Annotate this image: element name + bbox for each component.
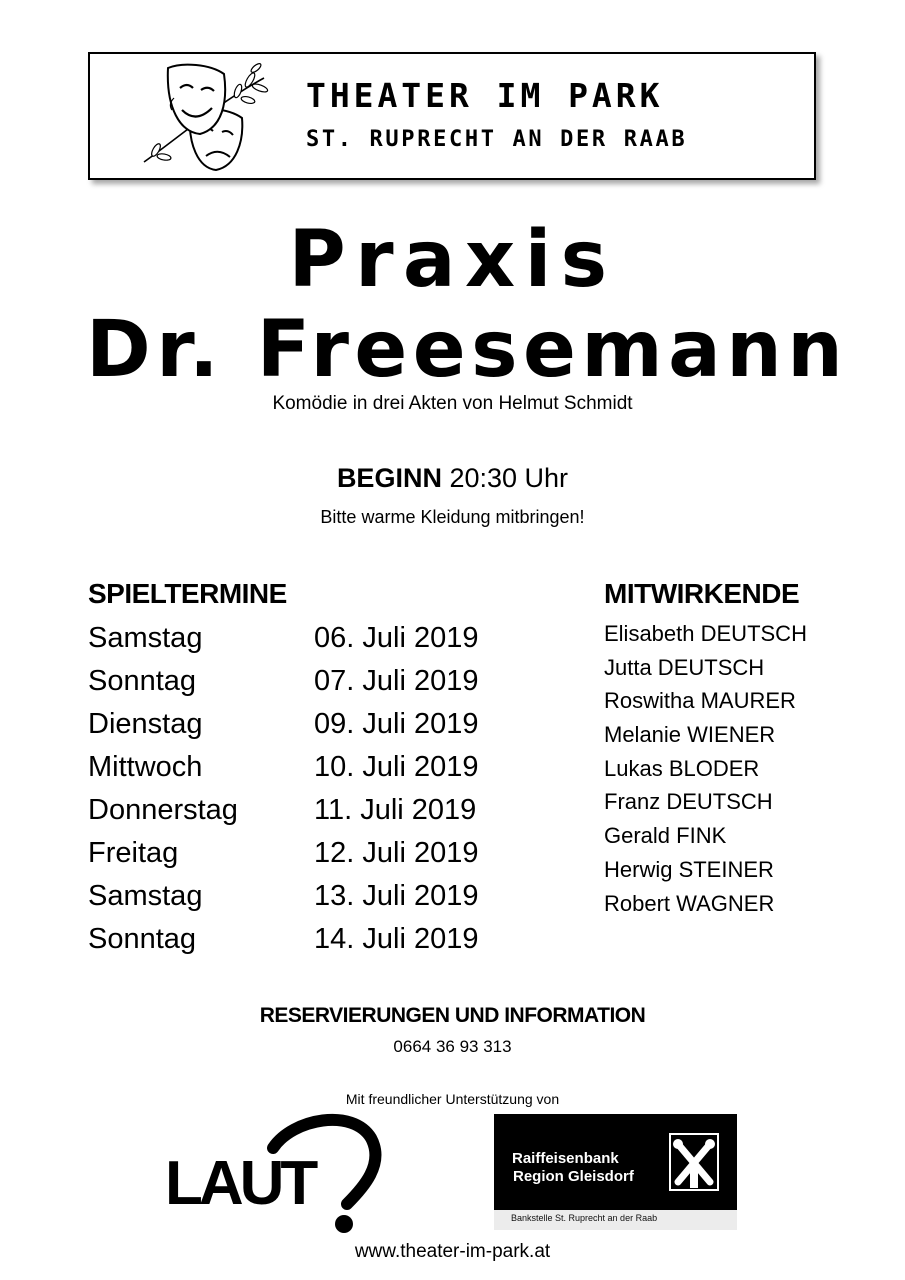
cast-member: Melanie WIENER [604,722,776,748]
schedule-day: Sonntag [88,923,197,955]
reservations-phone: 0664 36 93 313 [393,1037,512,1056]
schedule-date: 09. Juli 2019 [314,708,479,740]
start-time-value: 20:30 Uhr [449,463,569,493]
schedule-list [88,618,508,962]
header-title: THEATER IM PARK [306,76,664,115]
schedule-date: 13. Juli 2019 [314,880,479,912]
schedule-heading: SPIELTERMINE [88,578,287,609]
cast-member: Roswitha MAURER [604,688,796,714]
schedule-date: 06. Juli 2019 [314,622,479,654]
schedule-row [88,747,508,790]
bank-name-line1: Raiffeisenbank [512,1150,619,1167]
schedule-row [88,833,508,876]
cast-list [604,619,807,922]
schedule-date: 11. Juli 2019 [314,794,477,826]
schedule-row [88,704,508,747]
cast-member: Herwig STEINER [604,856,774,882]
cast-heading: MITWIRKENDE [604,578,800,609]
schedule-row [88,919,508,962]
play-title-line1: Praxis [288,215,617,305]
laut-logo-text: LAUT [165,1149,315,1218]
cast-member: Franz DEUTSCH [604,789,773,815]
bank-name-line2: Region Gleisdorf [513,1168,634,1185]
website-url[interactable]: www.theater-im-park.at [354,1241,551,1262]
schedule-date: 07. Juli 2019 [314,665,479,697]
cast-member: Gerald FINK [604,823,727,849]
schedule-row [88,876,508,919]
schedule-day: Sonntag [88,665,197,697]
schedule-row [88,790,508,833]
theater-masks-icon [138,58,270,178]
schedule-day: Samstag [88,880,203,912]
schedule-day: Dienstag [88,708,203,740]
cast-member: Lukas BLODER [604,755,760,781]
play-subtitle: Komödie in drei Akten von Helmut Schmidt [272,393,633,414]
schedule-day: Freitag [88,837,179,869]
cast-member: Robert WAGNER [604,890,775,916]
sponsors-intro: Mit freundlicher Unterstützung von [345,1091,560,1107]
play-title-line2: Dr. Freesemann [86,305,849,395]
schedule-date: 14. Juli 2019 [314,923,479,955]
cast-member: Jutta DEUTSCH [604,654,765,680]
reservations-heading: RESERVIERUNGEN UND INFORMATION [259,1004,646,1027]
schedule-row [88,661,508,704]
schedule-day: Samstag [88,622,203,654]
schedule-date: 12. Juli 2019 [314,837,479,869]
raiffeisen-gable-cross-icon [668,1132,720,1192]
start-time-label: BEGINN [336,463,442,493]
schedule-row [88,618,508,661]
header-subtitle: ST. RUPRECHT AN DER RAAB [306,127,688,152]
start-time [0,463,905,494]
clothing-note: Bitte warme Kleidung mitbringen! [320,507,585,527]
bank-branch: Bankstelle St. Ruprecht an der Raab [511,1213,658,1223]
schedule-date: 10. Juli 2019 [314,751,479,783]
laut-logo [163,1108,383,1234]
cast-member: Elisabeth DEUTSCH [604,621,807,646]
schedule-day: Donnerstag [88,794,238,826]
schedule-day: Mittwoch [88,751,203,783]
